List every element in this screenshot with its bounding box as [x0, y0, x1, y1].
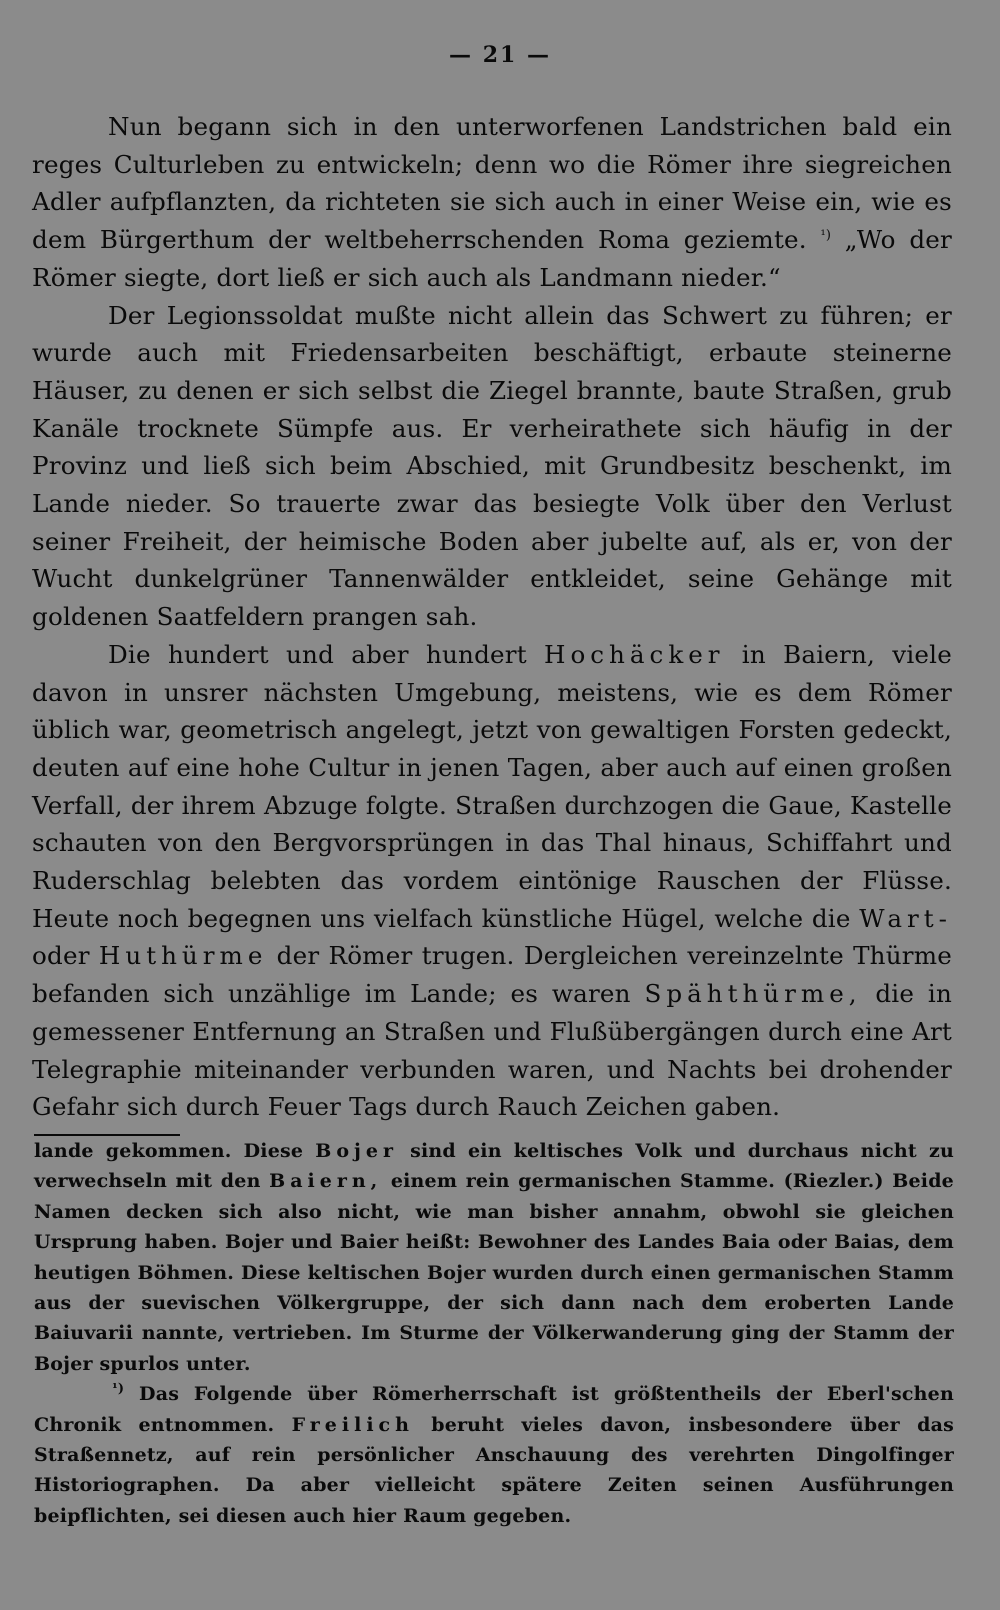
term-huthuerme: Huthürme: [98, 941, 268, 971]
term-wart: Wart-: [859, 903, 952, 933]
term-hochaecker: Hochäcker: [544, 639, 725, 669]
term-vielleicht: vielleicht: [375, 1474, 476, 1497]
footnote-1: [34, 1379, 954, 1531]
footnote-continued-text-a: lande gekommen. Diese: [34, 1140, 304, 1162]
footnote-continued-text-c: einem rein germanischen Stamme. (Riezler.) Beide Namen decken sich also nicht, wie man bisher annahm, obwohl sie gleichen Ursprung haben. Bojer und Baier heißt: Bewohner des Landes Baia oder Baias, dem heutigen Böhmen. Diese keltischen Bojer wurden durch einen germanischen Stamm aus der suevischen Völkergruppe, der sich dann nach dem eroberten Lande Baiuvarii nannte, vertrieben. Im Sturme der Völkerwanderung ging der Stamm der Bojer spurlos unter.: [34, 1170, 954, 1375]
footnote-ref-1: ¹): [820, 227, 832, 243]
footnote-1-text-b: beruht vieles davon, insbesondere über das Straßennetz, auf rein persönlicher Anschauung des verehrten Dingolfinger Historiographen. Da aber: [34, 1413, 954, 1497]
footnotes: [34, 1136, 954, 1531]
paragraph-3-text-c: der Römer trugen. Dergleichen vereinzelnte Thürme befanden sich unzählige im Lande; es waren: [32, 941, 952, 1009]
footnote-1-marker: ¹): [112, 1381, 125, 1397]
paragraph-3-text-d: die in gemessener Entfernung an Straßen und Flußübergängen durch eine Art Telegraphie miteinander verbunden waren, und Nachts bei drohender Gefahr sich durch Feuer Tags durch Rauch Zeichen gaben.: [32, 979, 952, 1122]
paragraph-3-oder: oder: [32, 941, 90, 971]
paragraph-2-text: Der Legionssoldat mußte nicht allein das Schwert zu führen; er wurde auch mit Friedensarbeiten beschäftigt, erbaute steinerne Häuser, zu denen er sich selbst die Ziegel brannte, baute Straßen, grub Kanäle trocknete Sümpfe aus. Er verheirathete sich häufig in der Provinz und ließ sich beim Abschied, mit Grundbesitz beschenkt, im Lande nieder. So trauerte zwar das besiegte Volk über den Verlust seiner Freiheit, der heimische Boden aber jubelte auf, als er, von der Wucht dunkelgrüner Tannenwälder entkleidet, seine Gehänge mit goldenen Saatfeldern prangen sah.: [32, 300, 952, 632]
term-freilich: Freilich: [291, 1413, 414, 1436]
paragraph-2: [32, 297, 952, 636]
paragraph-3-text-a: Die hundert und aber hundert: [108, 639, 527, 669]
paragraph-1: [32, 108, 952, 297]
footnote-continued-text-b: sind ein keltisches Volk und durchaus nicht zu verwechseln mit den: [34, 1140, 954, 1193]
paragraph-3: [32, 636, 952, 1126]
term-spaehthuerme: Spähthürme,: [644, 979, 862, 1009]
footnote-1-text-a: Das Folgende über Römerherrschaft ist größtentheils der Eberl'schen Chronik entnommen.: [34, 1383, 954, 1436]
footnote-continued: [34, 1136, 954, 1379]
paragraph-3-text-b: in Baiern, viele davon in unsrer nächsten Umgebung, meistens, wie es dem Römer üblich war, geometrisch angelegt, jetzt von gewaltigen Forsten gedeckt, deuten auf eine hohe Cultur in jenen Tagen, aber auch auf einen großen Verfall, der ihrem Abzuge folgte. Straßen durchzogen die Gaue, Kastelle schauten von den Bergvorsprüngen in das Thal hinaus, Schiffahrt und Ruderschlag belebten das vordem eintönige Rauschen der Flüsse. Heute noch begegnen uns vielfach künstliche Hügel, welche die: [32, 639, 952, 933]
term-bojer: Bojer: [315, 1140, 398, 1162]
footnote-1-text-c: spätere Zeiten seinen Ausführungen beipflichten, sei diesen auch hier Raum gegeben.: [34, 1474, 955, 1527]
paragraph-1-quote: „Wo der Römer siegte, dort ließ er sich auch als Landmann nieder.“: [32, 225, 952, 292]
main-text: [32, 108, 952, 1126]
term-baiern: Baiern,: [269, 1170, 383, 1193]
page-number: — 21 —: [449, 42, 551, 68]
paragraph-1-text: Nun begann sich in den unterworfenen Landstrichen bald ein reges Culturleben zu entwickeln; denn wo die Römer ihre siegreichen Adler aufpflanzten, da richteten sie sich auch in einer Weise ein, wie es dem Bürgerthum der weltbeherrschenden Roma geziemte.: [32, 112, 952, 255]
